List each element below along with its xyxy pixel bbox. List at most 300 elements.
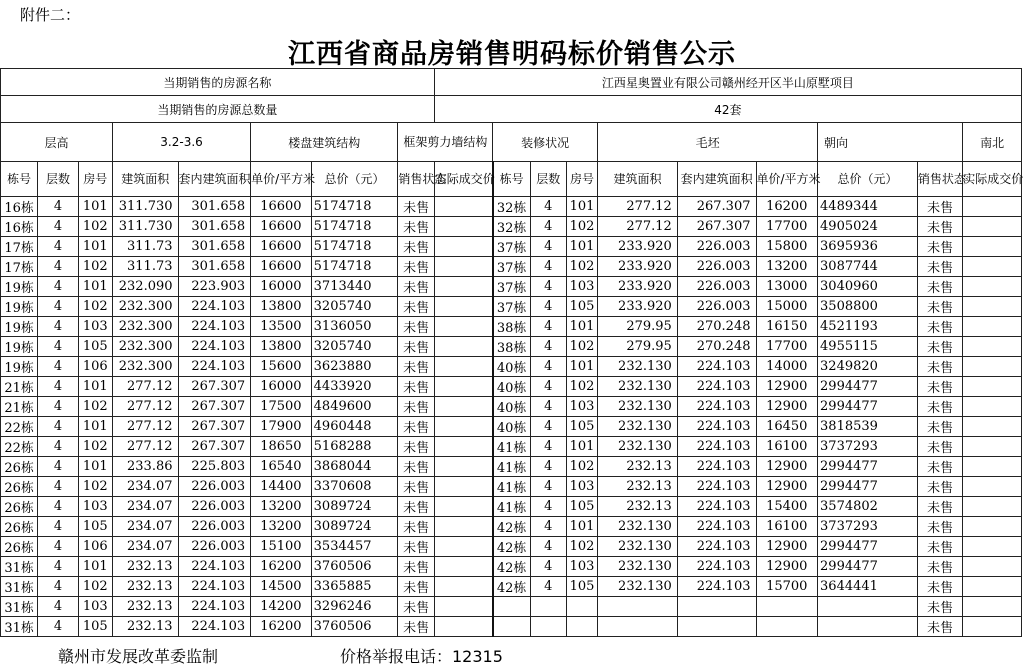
right-area-cell: 233.920 <box>598 297 678 317</box>
right-actual-price-cell <box>963 517 1022 537</box>
left-inner-area-cell: 301.658 <box>178 257 251 277</box>
left-floors-cell: 4 <box>38 277 78 297</box>
right-unit-price-cell: 16200 <box>756 197 818 217</box>
left-total-price-cell: 3868044 <box>311 457 398 477</box>
left-unit-price-cell: 16600 <box>251 257 312 277</box>
right-actual-price-cell <box>963 337 1022 357</box>
right-area-cell: 232.130 <box>598 397 678 417</box>
left-area-cell: 277.12 <box>112 437 178 457</box>
orientation-value: 南北 <box>963 123 1022 162</box>
right-unit-price-cell: 16450 <box>756 417 818 437</box>
right-unit-price-cell: 17700 <box>756 337 818 357</box>
table-row <box>1 417 1022 437</box>
price-hotline: 价格举报电话：12315 <box>340 647 503 666</box>
right-inner-area-cell: 224.103 <box>677 417 756 437</box>
table-row <box>1 337 1022 357</box>
column-header-building: 栋号 <box>493 162 530 197</box>
right-area-cell: 233.920 <box>598 237 678 257</box>
column-header-total-price: 总价（元） <box>311 162 398 197</box>
right-total-price-cell: 4489344 <box>818 197 918 217</box>
right-floors-cell: 4 <box>530 477 566 497</box>
right-room-cell: 103 <box>566 397 597 417</box>
left-inner-area-cell: 226.003 <box>178 517 251 537</box>
right-area-cell: 277.12 <box>598 217 678 237</box>
table-row <box>1 217 1022 237</box>
column-header-unit-price: 单价/平方米 <box>251 162 312 197</box>
right-unit-price-cell: 14000 <box>756 357 818 377</box>
left-area-cell: 311.73 <box>112 257 178 277</box>
left-inner-area-cell: 226.003 <box>178 537 251 557</box>
data-rows <box>1 197 1022 637</box>
right-room-cell: 105 <box>566 577 597 597</box>
column-header-area: 建筑面积 <box>598 162 678 197</box>
right-area-cell: 232.130 <box>598 417 678 437</box>
right-status-cell: 未售 <box>917 357 962 377</box>
left-floors-cell: 4 <box>38 397 78 417</box>
page-title: 江西省商品房销售明码标价销售公示 <box>288 39 736 70</box>
right-unit-price-cell <box>756 617 818 637</box>
table-row <box>1 377 1022 397</box>
right-area-cell: 233.920 <box>598 257 678 277</box>
right-area-cell: 232.130 <box>598 357 678 377</box>
left-actual-price-cell <box>434 577 493 597</box>
left-inner-area-cell: 224.103 <box>178 577 251 597</box>
right-building-cell: 41栋 <box>493 497 530 517</box>
right-status-cell: 未售 <box>917 237 962 257</box>
right-room-cell: 103 <box>566 557 597 577</box>
right-room-cell: 101 <box>566 437 597 457</box>
right-unit-price-cell: 16100 <box>756 517 818 537</box>
right-floors-cell: 4 <box>530 377 566 397</box>
left-inner-area-cell: 267.307 <box>178 417 251 437</box>
right-actual-price-cell <box>963 497 1022 517</box>
right-unit-price-cell <box>756 597 818 617</box>
left-inner-area-cell: 267.307 <box>178 377 251 397</box>
right-building-cell: 41栋 <box>493 457 530 477</box>
right-floors-cell: 4 <box>530 537 566 557</box>
right-unit-price-cell: 12900 <box>756 397 818 417</box>
left-floors-cell: 4 <box>38 217 78 237</box>
left-total-price-cell: 5174718 <box>311 217 398 237</box>
left-room-cell: 105 <box>78 617 112 637</box>
left-building-cell: 22栋 <box>1 417 38 437</box>
left-building-cell: 26栋 <box>1 517 38 537</box>
right-total-price-cell: 3249820 <box>818 357 918 377</box>
left-total-price-cell: 3365885 <box>311 577 398 597</box>
total-count-label: 当期销售的房源总数量 <box>1 96 435 123</box>
table-row <box>1 237 1022 257</box>
table-row <box>1 277 1022 297</box>
left-actual-price-cell <box>434 357 493 377</box>
right-room-cell: 102 <box>566 337 597 357</box>
right-room-cell: 103 <box>566 477 597 497</box>
left-status-cell: 未售 <box>398 197 434 217</box>
column-header-status: 销售状态 <box>398 162 434 197</box>
left-room-cell: 101 <box>78 417 112 437</box>
left-building-cell: 26栋 <box>1 497 38 517</box>
table-row <box>1 617 1022 637</box>
right-floors-cell: 4 <box>530 417 566 437</box>
column-header-actual-price: 实际成交价 <box>963 162 1022 197</box>
right-actual-price-cell <box>963 417 1022 437</box>
left-area-cell: 232.13 <box>112 597 178 617</box>
left-area-cell: 233.86 <box>112 457 178 477</box>
left-actual-price-cell <box>434 277 493 297</box>
left-status-cell: 未售 <box>398 557 434 577</box>
right-building-cell: 32栋 <box>493 197 530 217</box>
left-room-cell: 102 <box>78 217 112 237</box>
left-total-price-cell: 3370608 <box>311 477 398 497</box>
left-inner-area-cell: 267.307 <box>178 397 251 417</box>
right-actual-price-cell <box>963 257 1022 277</box>
right-status-cell: 未售 <box>917 337 962 357</box>
right-area-cell: 279.95 <box>598 337 678 357</box>
right-building-cell: 40栋 <box>493 357 530 377</box>
column-header-area: 建筑面积 <box>112 162 178 197</box>
left-floors-cell: 4 <box>38 517 78 537</box>
right-actual-price-cell <box>963 477 1022 497</box>
left-actual-price-cell <box>434 457 493 477</box>
left-status-cell: 未售 <box>398 457 434 477</box>
right-inner-area-cell <box>677 617 756 637</box>
right-unit-price-cell: 16150 <box>756 317 818 337</box>
right-total-price-cell: 4905024 <box>818 217 918 237</box>
right-building-cell: 40栋 <box>493 377 530 397</box>
right-unit-price-cell: 15700 <box>756 577 818 597</box>
right-room-cell: 102 <box>566 217 597 237</box>
left-floors-cell: 4 <box>38 317 78 337</box>
right-building-cell: 41栋 <box>493 477 530 497</box>
left-inner-area-cell: 224.103 <box>178 557 251 577</box>
right-area-cell: 232.130 <box>598 377 678 397</box>
right-unit-price-cell: 12900 <box>756 557 818 577</box>
left-unit-price-cell: 16600 <box>251 237 312 257</box>
left-building-cell: 21栋 <box>1 397 38 417</box>
right-total-price-cell: 3574802 <box>818 497 918 517</box>
left-area-cell: 232.300 <box>112 297 178 317</box>
right-floors-cell: 4 <box>530 317 566 337</box>
left-actual-price-cell <box>434 557 493 577</box>
left-actual-price-cell <box>434 217 493 237</box>
left-unit-price-cell: 15600 <box>251 357 312 377</box>
column-header-floors: 层数 <box>530 162 566 197</box>
left-area-cell: 232.13 <box>112 557 178 577</box>
left-area-cell: 232.13 <box>112 617 178 637</box>
right-total-price-cell: 2994477 <box>818 537 918 557</box>
left-actual-price-cell <box>434 257 493 277</box>
right-inner-area-cell: 224.103 <box>677 437 756 457</box>
column-header-row <box>1 162 1022 197</box>
left-actual-price-cell <box>434 197 493 217</box>
right-floors-cell: 4 <box>530 397 566 417</box>
left-total-price-cell: 4433920 <box>311 377 398 397</box>
right-inner-area-cell: 270.248 <box>677 317 756 337</box>
left-area-cell: 311.73 <box>112 237 178 257</box>
left-room-cell: 101 <box>78 457 112 477</box>
right-room-cell: 101 <box>566 517 597 537</box>
right-floors-cell: 4 <box>530 257 566 277</box>
left-unit-price-cell: 18650 <box>251 437 312 457</box>
structure-value: 框架剪力墙结构 <box>398 123 493 162</box>
left-building-cell: 17栋 <box>1 237 38 257</box>
right-inner-area-cell: 226.003 <box>677 277 756 297</box>
left-room-cell: 102 <box>78 257 112 277</box>
right-inner-area-cell: 226.003 <box>677 237 756 257</box>
right-area-cell <box>598 617 678 637</box>
left-building-cell: 31栋 <box>1 577 38 597</box>
right-building-cell: 37栋 <box>493 237 530 257</box>
right-area-cell: 232.130 <box>598 517 678 537</box>
left-room-cell: 103 <box>78 317 112 337</box>
left-total-price-cell: 3089724 <box>311 497 398 517</box>
left-floors-cell: 4 <box>38 297 78 317</box>
right-actual-price-cell <box>963 577 1022 597</box>
left-total-price-cell: 3205740 <box>311 337 398 357</box>
column-header-inner-area: 套内建筑面积 <box>178 162 251 197</box>
right-total-price-cell: 3644441 <box>818 577 918 597</box>
right-floors-cell: 4 <box>530 517 566 537</box>
left-actual-price-cell <box>434 237 493 257</box>
left-unit-price-cell: 13800 <box>251 337 312 357</box>
left-unit-price-cell: 16000 <box>251 277 312 297</box>
table-row <box>1 297 1022 317</box>
column-header-floors: 层数 <box>38 162 78 197</box>
left-area-cell: 311.730 <box>112 217 178 237</box>
right-unit-price-cell: 16100 <box>756 437 818 457</box>
left-inner-area-cell: 301.658 <box>178 217 251 237</box>
right-floors-cell: 4 <box>530 577 566 597</box>
left-area-cell: 232.300 <box>112 317 178 337</box>
left-status-cell: 未售 <box>398 617 434 637</box>
right-actual-price-cell <box>963 557 1022 577</box>
left-floors-cell: 4 <box>38 437 78 457</box>
decoration-label: 装修状况 <box>493 123 598 162</box>
left-actual-price-cell <box>434 417 493 437</box>
left-inner-area-cell: 223.903 <box>178 277 251 297</box>
right-area-cell: 232.13 <box>598 497 678 517</box>
right-unit-price-cell: 15800 <box>756 237 818 257</box>
right-status-cell: 未售 <box>917 517 962 537</box>
right-status-cell: 未售 <box>917 217 962 237</box>
left-area-cell: 277.12 <box>112 397 178 417</box>
left-actual-price-cell <box>434 377 493 397</box>
right-floors-cell: 4 <box>530 437 566 457</box>
right-room-cell: 105 <box>566 297 597 317</box>
left-room-cell: 105 <box>78 517 112 537</box>
left-unit-price-cell: 16600 <box>251 197 312 217</box>
right-status-cell: 未售 <box>917 397 962 417</box>
left-total-price-cell: 5174718 <box>311 197 398 217</box>
column-header-inner-area: 套内建筑面积 <box>677 162 756 197</box>
left-room-cell: 101 <box>78 557 112 577</box>
right-room-cell: 102 <box>566 457 597 477</box>
left-room-cell: 102 <box>78 397 112 417</box>
table-row <box>1 577 1022 597</box>
left-actual-price-cell <box>434 537 493 557</box>
left-building-cell: 22栋 <box>1 437 38 457</box>
table-row <box>1 537 1022 557</box>
right-status-cell: 未售 <box>917 617 962 637</box>
left-inner-area-cell: 224.103 <box>178 317 251 337</box>
right-room-cell <box>566 597 597 617</box>
left-room-cell: 103 <box>78 497 112 517</box>
right-area-cell: 277.12 <box>598 197 678 217</box>
left-unit-price-cell: 13500 <box>251 317 312 337</box>
left-area-cell: 234.07 <box>112 477 178 497</box>
right-status-cell: 未售 <box>917 437 962 457</box>
left-actual-price-cell <box>434 337 493 357</box>
left-inner-area-cell: 224.103 <box>178 357 251 377</box>
left-inner-area-cell: 224.103 <box>178 617 251 637</box>
left-status-cell: 未售 <box>398 417 434 437</box>
right-building-cell: 37栋 <box>493 257 530 277</box>
left-building-cell: 19栋 <box>1 297 38 317</box>
left-unit-price-cell: 13200 <box>251 497 312 517</box>
left-room-cell: 101 <box>78 197 112 217</box>
left-building-cell: 26栋 <box>1 477 38 497</box>
right-inner-area-cell: 267.307 <box>677 217 756 237</box>
left-room-cell: 101 <box>78 377 112 397</box>
left-inner-area-cell: 267.307 <box>178 437 251 457</box>
left-area-cell: 234.07 <box>112 517 178 537</box>
left-actual-price-cell <box>434 597 493 617</box>
column-header-room: 房号 <box>566 162 597 197</box>
right-room-cell: 103 <box>566 277 597 297</box>
left-area-cell: 277.12 <box>112 377 178 397</box>
left-unit-price-cell: 13800 <box>251 297 312 317</box>
left-status-cell: 未售 <box>398 297 434 317</box>
left-building-cell: 19栋 <box>1 317 38 337</box>
right-inner-area-cell: 267.307 <box>677 197 756 217</box>
right-area-cell: 233.920 <box>598 277 678 297</box>
right-inner-area-cell: 224.103 <box>677 557 756 577</box>
right-building-cell: 38栋 <box>493 317 530 337</box>
left-floors-cell: 4 <box>38 357 78 377</box>
left-status-cell: 未售 <box>398 537 434 557</box>
left-unit-price-cell: 16600 <box>251 217 312 237</box>
left-status-cell: 未售 <box>398 217 434 237</box>
right-total-price-cell <box>818 617 918 637</box>
right-area-cell: 232.130 <box>598 437 678 457</box>
right-status-cell: 未售 <box>917 277 962 297</box>
left-total-price-cell: 4849600 <box>311 397 398 417</box>
left-status-cell: 未售 <box>398 337 434 357</box>
right-area-cell: 232.13 <box>598 457 678 477</box>
total-count-value: 42套 <box>434 96 1021 123</box>
left-actual-price-cell <box>434 617 493 637</box>
left-room-cell: 102 <box>78 437 112 457</box>
right-unit-price-cell: 12900 <box>756 477 818 497</box>
left-floors-cell: 4 <box>38 197 78 217</box>
left-actual-price-cell <box>434 497 493 517</box>
right-building-cell: 32栋 <box>493 217 530 237</box>
right-status-cell: 未售 <box>917 497 962 517</box>
left-area-cell: 234.07 <box>112 537 178 557</box>
left-building-cell: 19栋 <box>1 357 38 377</box>
floor-height-label: 层高 <box>1 123 113 162</box>
right-total-price-cell: 3695936 <box>818 237 918 257</box>
left-building-cell: 26栋 <box>1 457 38 477</box>
left-total-price-cell: 3205740 <box>311 297 398 317</box>
right-inner-area-cell: 226.003 <box>677 257 756 277</box>
left-status-cell: 未售 <box>398 497 434 517</box>
price-disclosure-table <box>0 68 1022 637</box>
left-total-price-cell: 5168288 <box>311 437 398 457</box>
right-status-cell: 未售 <box>917 197 962 217</box>
right-building-cell <box>493 597 530 617</box>
right-building-cell: 42栋 <box>493 517 530 537</box>
left-total-price-cell: 3296246 <box>311 597 398 617</box>
table-row <box>1 257 1022 277</box>
right-unit-price-cell: 12900 <box>756 457 818 477</box>
right-status-cell: 未售 <box>917 457 962 477</box>
left-unit-price-cell: 16200 <box>251 557 312 577</box>
left-status-cell: 未售 <box>398 257 434 277</box>
left-floors-cell: 4 <box>38 257 78 277</box>
left-floors-cell: 4 <box>38 417 78 437</box>
left-room-cell: 103 <box>78 597 112 617</box>
table-row <box>1 477 1022 497</box>
right-floors-cell: 4 <box>530 557 566 577</box>
right-area-cell: 232.13 <box>598 477 678 497</box>
right-unit-price-cell: 13000 <box>756 277 818 297</box>
right-status-cell: 未售 <box>917 317 962 337</box>
right-actual-price-cell <box>963 317 1022 337</box>
right-room-cell: 101 <box>566 197 597 217</box>
left-area-cell: 232.090 <box>112 277 178 297</box>
right-actual-price-cell <box>963 377 1022 397</box>
table-row <box>1 357 1022 377</box>
right-inner-area-cell: 224.103 <box>677 497 756 517</box>
left-status-cell: 未售 <box>398 577 434 597</box>
left-building-cell: 21栋 <box>1 377 38 397</box>
table-row <box>1 437 1022 457</box>
left-building-cell: 16栋 <box>1 197 38 217</box>
right-status-cell: 未售 <box>917 417 962 437</box>
right-floors-cell: 4 <box>530 497 566 517</box>
right-status-cell: 未售 <box>917 257 962 277</box>
left-inner-area-cell: 224.103 <box>178 597 251 617</box>
right-area-cell <box>598 597 678 617</box>
right-room-cell: 105 <box>566 417 597 437</box>
left-room-cell: 106 <box>78 537 112 557</box>
right-actual-price-cell <box>963 197 1022 217</box>
right-total-price-cell: 4521193 <box>818 317 918 337</box>
left-total-price-cell: 5174718 <box>311 257 398 277</box>
right-actual-price-cell <box>963 597 1022 617</box>
left-actual-price-cell <box>434 437 493 457</box>
right-total-price-cell: 3737293 <box>818 437 918 457</box>
left-unit-price-cell: 17900 <box>251 417 312 437</box>
left-building-cell: 16栋 <box>1 217 38 237</box>
left-status-cell: 未售 <box>398 357 434 377</box>
right-actual-price-cell <box>963 217 1022 237</box>
left-room-cell: 101 <box>78 237 112 257</box>
right-room-cell <box>566 617 597 637</box>
left-unit-price-cell: 14500 <box>251 577 312 597</box>
left-status-cell: 未售 <box>398 597 434 617</box>
right-actual-price-cell <box>963 537 1022 557</box>
left-room-cell: 101 <box>78 277 112 297</box>
column-header-building: 栋号 <box>1 162 38 197</box>
left-status-cell: 未售 <box>398 437 434 457</box>
right-area-cell: 232.130 <box>598 537 678 557</box>
left-inner-area-cell: 224.103 <box>178 337 251 357</box>
left-building-cell: 17栋 <box>1 257 38 277</box>
right-room-cell: 101 <box>566 237 597 257</box>
right-building-cell: 37栋 <box>493 297 530 317</box>
left-floors-cell: 4 <box>38 497 78 517</box>
